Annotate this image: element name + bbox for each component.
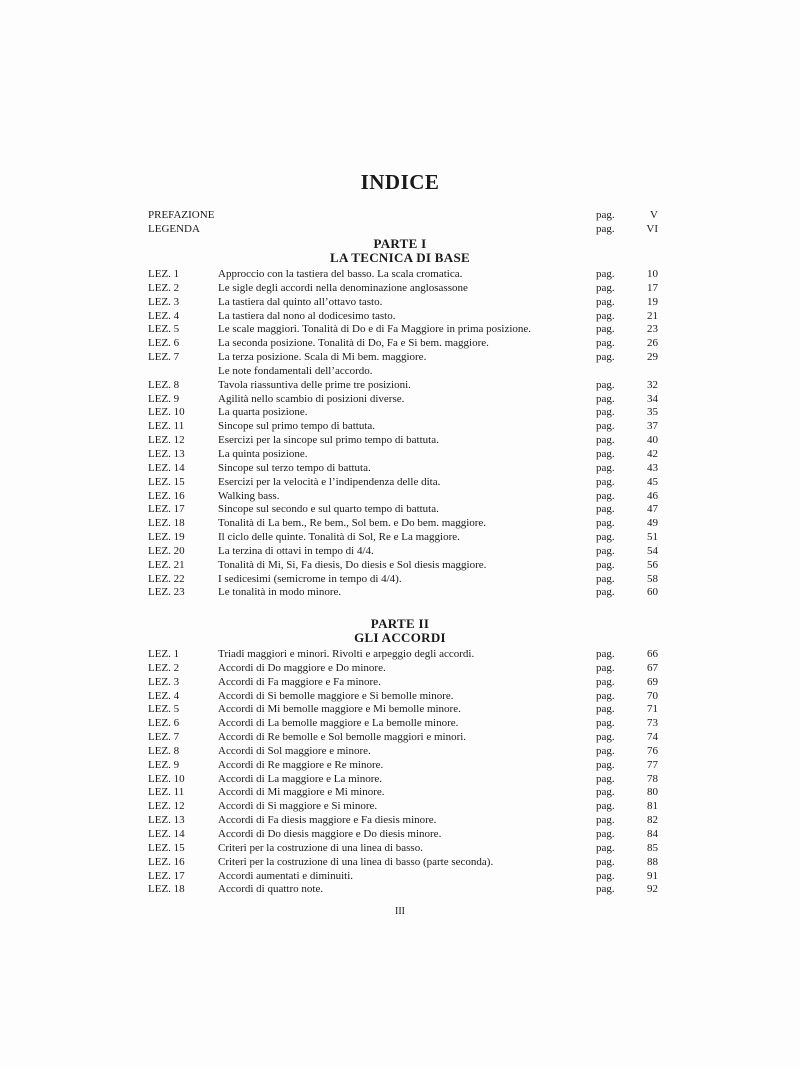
lesson-number: LEZ. 8 xyxy=(148,744,180,757)
front-matter-label: LEGENDA xyxy=(148,222,200,235)
page-abbrev: pag. xyxy=(596,717,615,730)
page-number: V xyxy=(650,209,658,221)
page-abbrev: pag. xyxy=(596,544,615,557)
page-abbrev: pag. xyxy=(596,406,615,419)
page-number: 80 xyxy=(647,786,658,799)
page-abbrev: pag. xyxy=(596,531,615,544)
lesson-title: La tastiera dal nono al dodicesimo tasto. xyxy=(218,309,396,322)
page-abbrev: pag. xyxy=(596,420,615,433)
lesson-title: Accordi di La maggiore e La minore. xyxy=(218,772,383,785)
lesson-title: Approccio con la tastiera del basso. La scala cromatica. xyxy=(218,268,463,280)
lesson-title: Accordi di Mi bemolle maggiore e Mi bemolle minore. xyxy=(218,703,461,716)
lesson-number: LEZ. 5 xyxy=(148,323,180,336)
part-one-subtitle: LA TECNICA DI BASE xyxy=(330,250,470,265)
page-number: 37 xyxy=(647,420,658,433)
lesson-title: Accordi di Re bemolle e Sol bemolle maggiori e minori. xyxy=(218,731,467,744)
lesson-number: LEZ. 11 xyxy=(148,420,185,433)
lesson-title: Agilità nello scambio di posizioni diverse. xyxy=(218,392,405,405)
toc-entry xyxy=(148,393,658,407)
toc-entry xyxy=(148,282,658,296)
page-number: 21 xyxy=(647,309,658,322)
page-abbrev: pag. xyxy=(596,447,615,460)
page-number: 42 xyxy=(647,447,658,460)
page-abbrev: pag. xyxy=(596,772,615,785)
page-abbrev: pag. xyxy=(596,309,615,322)
page-number: 26 xyxy=(647,337,658,350)
lesson-title: La quinta posizione. xyxy=(218,447,308,460)
page-number: 49 xyxy=(647,517,658,530)
page-number: 76 xyxy=(647,744,658,757)
page-number: 54 xyxy=(647,544,658,557)
lesson-title: Criteri per la costruzione di una linea di basso. xyxy=(218,841,423,854)
page-abbrev: pag. xyxy=(596,800,615,813)
page-abbrev: pag. xyxy=(596,268,615,280)
page-number: 23 xyxy=(647,323,658,336)
lesson-title: Accordi di Si bemolle maggiore e Si bemolle minore. xyxy=(218,689,454,702)
lesson-number: LEZ. 15 xyxy=(148,475,185,488)
page-abbrev: pag. xyxy=(596,558,615,571)
toc-entry xyxy=(148,531,658,545)
page-abbrev: pag. xyxy=(596,827,615,840)
lesson-number: LEZ. 17 xyxy=(148,869,185,882)
lesson-title: Le sigle degli accordi nella denominazione anglosassone xyxy=(218,281,468,294)
toc-entry xyxy=(148,310,658,324)
lesson-number: LEZ. 14 xyxy=(148,461,185,474)
page-abbrev: pag. xyxy=(596,517,615,530)
lesson-title: Il ciclo delle quinte. Tonalità di Sol, Re e La maggiore. xyxy=(218,531,460,544)
toc-entry xyxy=(148,462,658,476)
page-number: 69 xyxy=(647,675,658,688)
page-abbrev: pag. xyxy=(596,661,615,674)
lesson-title: Accordi di Re maggiore e Re minore. xyxy=(218,758,384,771)
toc-entry xyxy=(148,517,658,531)
toc-entry xyxy=(148,856,658,870)
toc-entry xyxy=(148,731,658,745)
lesson-title: Le tonalità in modo minore. xyxy=(218,586,342,599)
page-number: 91 xyxy=(647,869,658,882)
page-abbrev: pag. xyxy=(596,703,615,716)
lesson-number: LEZ. 15 xyxy=(148,841,185,854)
lesson-title: Accordi di Si maggiore e Si minore. xyxy=(218,800,378,813)
page-abbrev: pag. xyxy=(596,475,615,488)
toc-entry xyxy=(148,448,658,462)
page-abbrev: pag. xyxy=(596,869,615,882)
page-abbrev: pag. xyxy=(596,209,615,221)
front-matter-row xyxy=(148,209,658,223)
page-number: VI xyxy=(646,222,658,235)
page-number: 74 xyxy=(647,731,658,744)
page-abbrev: pag. xyxy=(596,675,615,688)
lesson-number: LEZ. 11 xyxy=(148,786,185,799)
lesson-title: Esercizi per la velocità e l’indipendenza delle dita. xyxy=(218,475,441,488)
page-number: 88 xyxy=(647,855,658,868)
lesson-title: La seconda posizione. Tonalità di Do, Fa e Si bem. maggiore. xyxy=(218,337,489,350)
lesson-title: Accordi di La bemolle maggiore e La bemolle minore. xyxy=(218,717,459,730)
page-number: 47 xyxy=(647,503,658,516)
lesson-number: LEZ. 22 xyxy=(148,572,185,585)
toc-entry xyxy=(148,337,658,351)
part-one-heading xyxy=(0,237,800,265)
front-matter xyxy=(148,209,658,237)
page-number: 17 xyxy=(647,281,658,294)
page-abbrev: pag. xyxy=(596,855,615,868)
lesson-title: Sincope sul primo tempo di battuta. xyxy=(218,420,376,433)
page-number: 58 xyxy=(647,572,658,585)
lesson-number: LEZ. 6 xyxy=(148,337,180,350)
lesson-number: LEZ. 14 xyxy=(148,827,185,840)
page-title: INDICE xyxy=(360,170,440,194)
page-abbrev: pag. xyxy=(596,689,615,702)
lesson-title: Accordi di Do diesis maggiore e Do diesis minore. xyxy=(218,827,442,840)
part-two-subtitle: GLI ACCORDI xyxy=(354,630,446,645)
lesson-number: LEZ. 12 xyxy=(148,800,185,813)
front-matter-label: PREFAZIONE xyxy=(148,209,215,221)
lesson-number: LEZ. 5 xyxy=(148,703,180,716)
lesson-title: Accordi di quattro note. xyxy=(218,883,324,896)
page-number: 66 xyxy=(647,648,658,660)
lesson-number: LEZ. 12 xyxy=(148,434,185,447)
toc-entry xyxy=(148,490,658,504)
lesson-number: LEZ. 19 xyxy=(148,531,185,544)
toc-entry xyxy=(148,690,658,704)
lesson-title: Sincope sul terzo tempo di battuta. xyxy=(218,461,371,474)
page-abbrev: pag. xyxy=(596,323,615,336)
lesson-title: Triadi maggiori e minori. Rivolti e arpeggio degli accordi. xyxy=(218,648,475,660)
page-abbrev: pag. xyxy=(596,392,615,405)
page-number: 43 xyxy=(647,461,658,474)
toc-entry xyxy=(148,842,658,856)
lesson-title: Accordi di Fa maggiore e Fa minore. xyxy=(218,675,381,688)
lesson-number: LEZ. 9 xyxy=(148,758,180,771)
page-number: 29 xyxy=(647,351,658,364)
lesson-title: Le note fondamentali dell’accordo. xyxy=(218,364,373,377)
toc-entry xyxy=(148,800,658,814)
page-number: 84 xyxy=(647,827,658,840)
lesson-title: Accordi di Fa diesis maggiore e Fa diesis minore. xyxy=(218,814,437,827)
toc-entry xyxy=(148,883,658,897)
lesson-title: Accordi di Do maggiore e Do minore. xyxy=(218,661,386,674)
page-abbrev: pag. xyxy=(596,572,615,585)
lesson-number: LEZ. 8 xyxy=(148,378,180,391)
lesson-number: LEZ. 10 xyxy=(148,406,185,419)
page-number: 32 xyxy=(647,378,658,391)
lesson-title: La terzina di ottavi in tempo di 4/4. xyxy=(218,544,374,557)
page-number: 71 xyxy=(647,703,658,716)
toc-entry xyxy=(148,745,658,759)
toc-entry xyxy=(148,406,658,420)
lesson-number: LEZ. 21 xyxy=(148,558,185,571)
toc-entry xyxy=(148,365,658,379)
lesson-title: Esercizi per la sincope sul primo tempo di battuta. xyxy=(218,434,439,447)
lesson-number: LEZ. 1 xyxy=(148,268,180,280)
page-abbrev: pag. xyxy=(596,648,615,660)
page-number: 70 xyxy=(647,689,658,702)
page-number: 82 xyxy=(647,814,658,827)
toc-entry xyxy=(148,773,658,787)
page-abbrev: pag. xyxy=(596,489,615,502)
lesson-title: I sedicesimi (semicrome in tempo di 4/4). xyxy=(218,572,402,585)
page-number: 19 xyxy=(647,295,658,308)
lesson-title: Tavola riassuntiva delle prime tre posizioni. xyxy=(218,378,411,391)
lesson-title: Criteri per la costruzione di una linea di basso (parte seconda). xyxy=(218,855,494,868)
toc-entry xyxy=(148,296,658,310)
page-number: 34 xyxy=(647,392,658,405)
toc-entry xyxy=(148,379,658,393)
lesson-number: LEZ. 13 xyxy=(148,447,185,460)
part-two-list xyxy=(148,648,658,897)
lesson-number: LEZ. 4 xyxy=(148,689,180,702)
page-abbrev: pag. xyxy=(596,503,615,516)
lesson-number: LEZ. 3 xyxy=(148,675,180,688)
toc-entry xyxy=(148,717,658,731)
toc-entry xyxy=(148,323,658,337)
page-abbrev: pag. xyxy=(596,337,615,350)
page-number: 92 xyxy=(647,883,658,896)
page-number: 45 xyxy=(647,475,658,488)
lesson-title: Accordi di Sol maggiore e minore. xyxy=(218,744,371,757)
lesson-number: LEZ. 20 xyxy=(148,544,185,557)
lesson-number: LEZ. 23 xyxy=(148,586,185,599)
page-number: 67 xyxy=(647,661,658,674)
lesson-number: LEZ. 4 xyxy=(148,309,180,322)
lesson-number: LEZ. 3 xyxy=(148,295,180,308)
page-footer-number: III xyxy=(395,906,405,917)
page-abbrev: pag. xyxy=(596,461,615,474)
toc-entry xyxy=(148,786,658,800)
page-abbrev: pag. xyxy=(596,758,615,771)
toc-entry xyxy=(148,870,658,884)
toc-entry xyxy=(148,586,658,600)
toc-entry xyxy=(148,420,658,434)
lesson-title: Le scale maggiori. Tonalità di Do e di Fa Maggiore in prima posizione. xyxy=(218,323,532,336)
toc-entry xyxy=(148,814,658,828)
toc-entry xyxy=(148,759,658,773)
lesson-number: LEZ. 2 xyxy=(148,281,180,294)
lesson-number: LEZ. 1 xyxy=(148,648,180,660)
page-abbrev: pag. xyxy=(596,841,615,854)
part-one-list xyxy=(148,268,658,600)
lesson-title: Tonalità di Mi, Si, Fa diesis, Do diesis e Sol diesis maggiore. xyxy=(218,558,487,571)
page-number: 77 xyxy=(647,758,658,771)
lesson-title: La quarta posizione. xyxy=(218,406,308,419)
page-number: 78 xyxy=(647,772,658,785)
page-number: 51 xyxy=(647,531,658,544)
lesson-number: LEZ. 16 xyxy=(148,489,185,502)
toc-entry xyxy=(148,676,658,690)
lesson-number: LEZ. 9 xyxy=(148,392,180,405)
page-number: 85 xyxy=(647,841,658,854)
toc-entry xyxy=(148,828,658,842)
page-abbrev: pag. xyxy=(596,731,615,744)
toc-entry xyxy=(148,476,658,490)
lesson-number: LEZ. 18 xyxy=(148,883,185,896)
page-abbrev: pag. xyxy=(596,351,615,364)
toc-entry xyxy=(148,648,658,662)
lesson-number: LEZ. 13 xyxy=(148,814,185,827)
page-number: 10 xyxy=(647,268,658,280)
page-number: 40 xyxy=(647,434,658,447)
page-number: 73 xyxy=(647,717,658,730)
lesson-number: LEZ. 16 xyxy=(148,855,185,868)
page-number: 35 xyxy=(647,406,658,419)
toc-entry xyxy=(148,703,658,717)
toc-entry xyxy=(148,503,658,517)
lesson-title: La tastiera dal quinto all’ottavo tasto. xyxy=(218,295,383,308)
lesson-number: LEZ. 2 xyxy=(148,661,180,674)
page-abbrev: pag. xyxy=(596,786,615,799)
front-matter-row xyxy=(148,223,658,237)
page-abbrev: pag. xyxy=(596,378,615,391)
toc-entry xyxy=(148,268,658,282)
page-abbrev: pag. xyxy=(596,883,615,896)
lesson-number: LEZ. 18 xyxy=(148,517,185,530)
page-number: 60 xyxy=(647,586,658,599)
part-two-heading xyxy=(0,617,800,645)
lesson-title: La terza posizione. Scala di Mi bem. maggiore. xyxy=(218,351,427,364)
lesson-number: LEZ. 7 xyxy=(148,731,180,744)
page-number: 81 xyxy=(647,800,658,813)
lesson-title: Tonalità di La bem., Re bem., Sol bem. e Do bem. maggiore. xyxy=(218,517,487,530)
page-abbrev: pag. xyxy=(596,586,615,599)
lesson-title: Accordi aumentati e diminuiti. xyxy=(218,869,354,882)
part-two-title: PARTE II xyxy=(370,616,430,631)
toc-entry xyxy=(148,559,658,573)
page-abbrev: pag. xyxy=(596,434,615,447)
page-abbrev: pag. xyxy=(596,295,615,308)
toc-entry xyxy=(148,662,658,676)
page-abbrev: pag. xyxy=(596,222,615,235)
lesson-number: LEZ. 17 xyxy=(148,503,185,516)
lesson-number: LEZ. 6 xyxy=(148,717,180,730)
page-number: 46 xyxy=(647,489,658,502)
page-abbrev: pag. xyxy=(596,744,615,757)
page-abbrev: pag. xyxy=(596,814,615,827)
toc-entry xyxy=(148,573,658,587)
page-abbrev: pag. xyxy=(596,281,615,294)
page-number: 56 xyxy=(647,558,658,571)
lesson-title: Sincope sul secondo e sul quarto tempo di battuta. xyxy=(218,503,439,516)
lesson-title: Accordi di Mi maggiore e Mi minore. xyxy=(218,786,385,799)
part-one-title: PARTE I xyxy=(373,236,427,251)
lesson-number: LEZ. 7 xyxy=(148,351,180,364)
lesson-title: Walking bass. xyxy=(218,489,280,502)
toc-entry xyxy=(148,545,658,559)
toc-entry xyxy=(148,434,658,448)
lesson-number: LEZ. 10 xyxy=(148,772,185,785)
toc-entry xyxy=(148,351,658,365)
